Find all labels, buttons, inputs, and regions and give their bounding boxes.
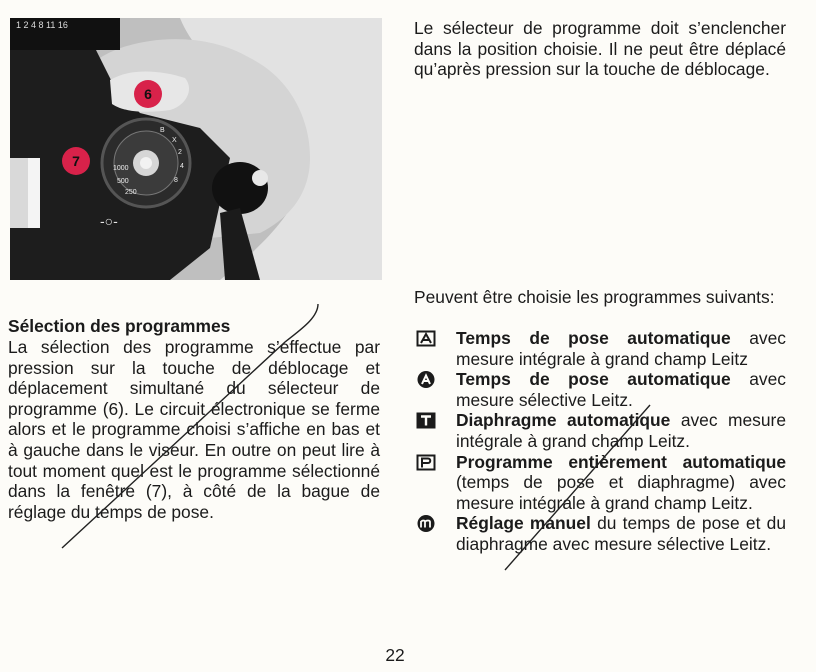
- svg-text:8: 8: [174, 177, 178, 184]
- svg-text:4: 4: [180, 163, 184, 170]
- svg-text:1 2 4 8 11 16: 1 2 4 8 11 16: [16, 20, 68, 30]
- svg-text:250: 250: [125, 189, 137, 196]
- square-p-icon: [416, 454, 436, 471]
- list-item: Programme entièrement automatique (temps de pose et diaphragme) avec mesure intégrale à grand champ Leitz.: [414, 452, 786, 514]
- program-list: [414, 328, 786, 555]
- callout-6: 6: [144, 86, 152, 102]
- svg-text:-○-: -○-: [100, 213, 118, 229]
- circle-m-icon: [416, 515, 436, 532]
- list-item: Temps de pose automatique avec mesure intégrale à grand champ Leitz: [414, 328, 786, 369]
- page-number: 22: [385, 645, 405, 665]
- svg-text:X: X: [172, 137, 177, 144]
- section-body: La sélection des programme s’effectue par pression sur la touche de déblocage et déplacement simultané du sélecteur de programme (6). Le circuit électronique se ferme alors et le programme choisi s’affiche en bas et à gauche dans le viseur. En outre on peut lire à tout moment quel est le programme sélectionné dans la fenêtre (7), à côté de la bague de réglage du temps de pose.: [8, 337, 380, 522]
- section-heading: Sélection des programmes: [8, 316, 231, 336]
- svg-text:2: 2: [178, 149, 182, 156]
- programs-intro: Peuvent être choisie les programmes suivants:: [414, 287, 775, 307]
- circle-a-icon: [416, 371, 436, 388]
- svg-text:500: 500: [117, 178, 129, 185]
- selector-note: Le sélecteur de programme doit s’enclencher dans la position choisie. Il ne peut être déplacé qu’après pression sur la touche de déblocage.: [414, 18, 786, 80]
- square-t-icon: [416, 412, 436, 429]
- list-item: Temps de pose automatique avec mesure sélective Leitz.: [414, 369, 786, 410]
- svg-text:1000: 1000: [113, 165, 129, 172]
- callout-7: 7: [72, 153, 80, 169]
- square-a-icon: [416, 330, 436, 347]
- camera-photo: [10, 18, 382, 280]
- list-item: Diaphragme automatique avec mesure intégrale à grand champ Leitz.: [414, 410, 786, 451]
- list-item: Réglage manuel du temps de pose et du diaphragme avec mesure sélective Leitz.: [414, 513, 786, 554]
- svg-text:B: B: [160, 127, 165, 134]
